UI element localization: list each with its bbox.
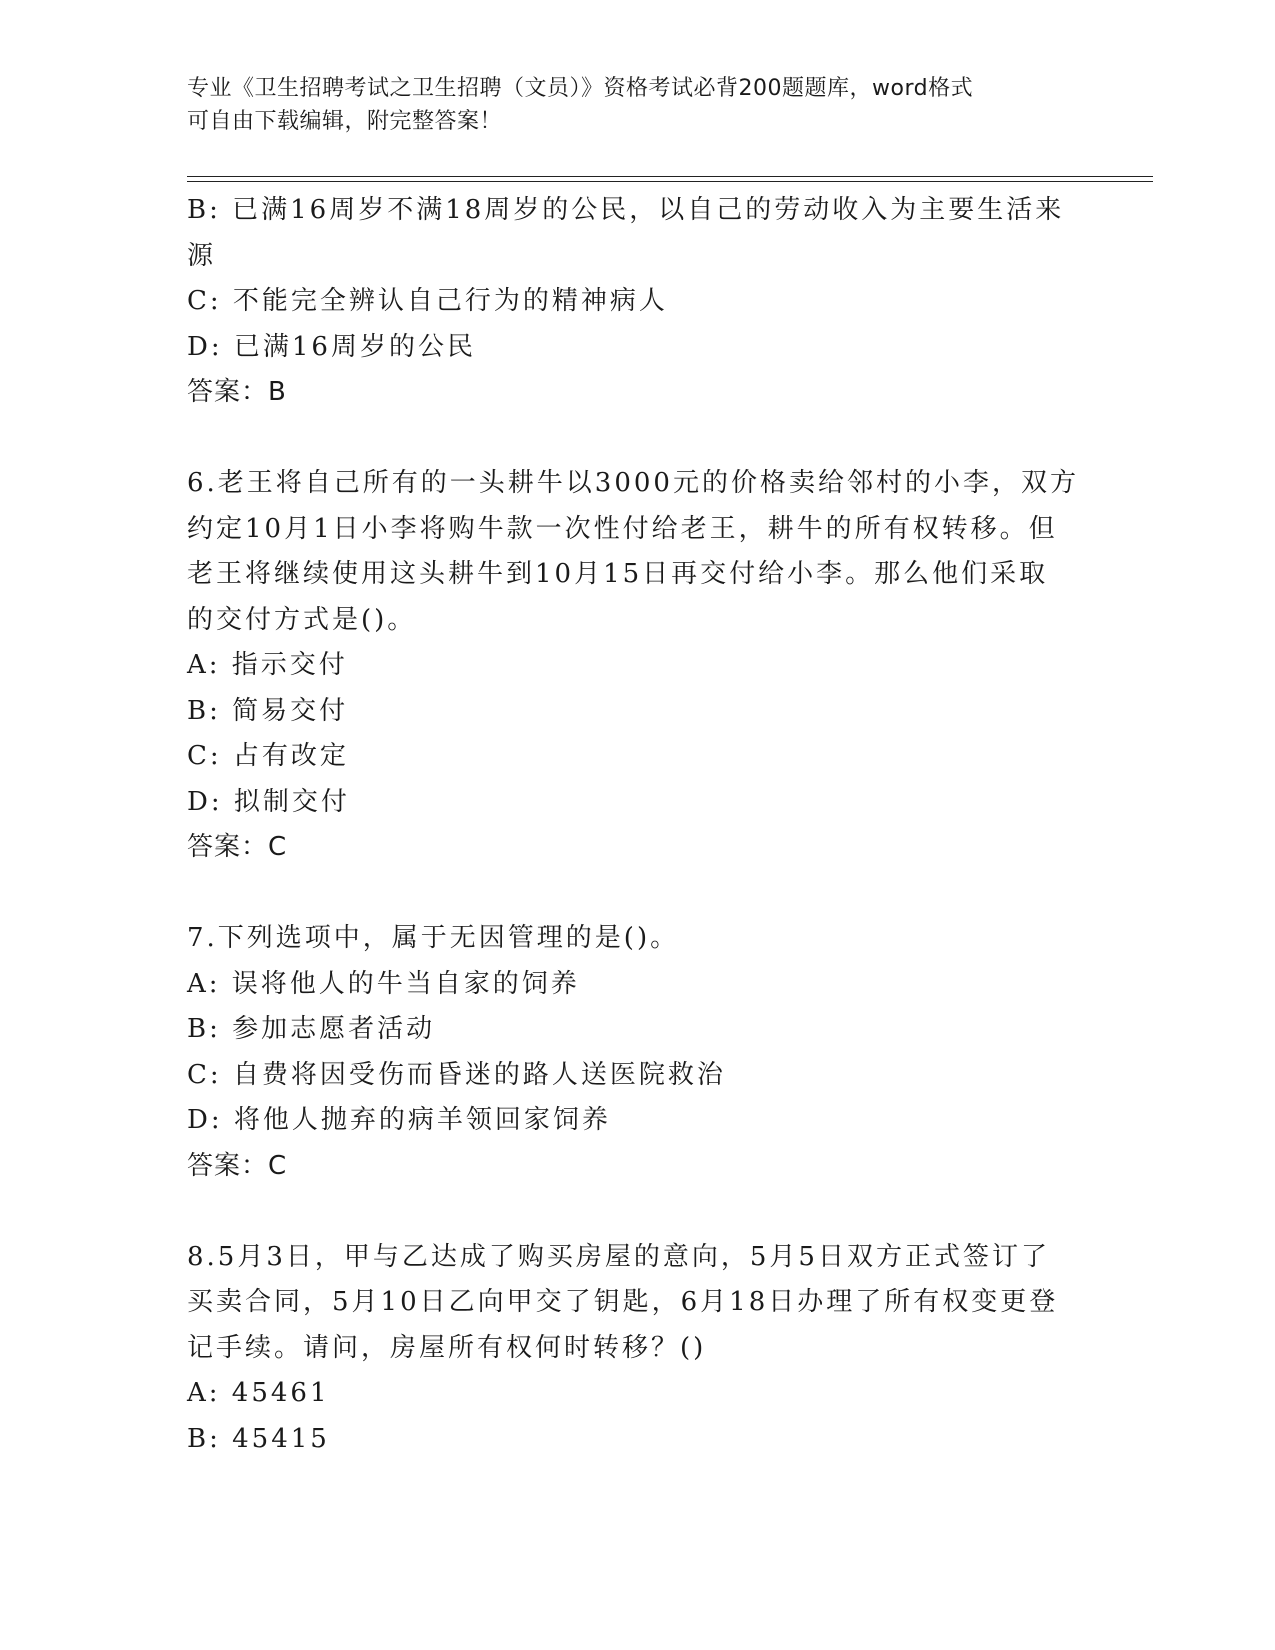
question-text-line-2: 买卖合同，5月10日乙向甲交了钥匙，6月18日办理了所有权变更登 — [187, 1287, 1059, 1317]
question-8 — [187, 1235, 1087, 1463]
question-text-line-1: 8.5月3日，甲与乙达成了购买房屋的意向，5月5日双方正式签订了 — [187, 1241, 1050, 1272]
option-c: C: 自费将因受伤而昏迷的路人送医院救治 — [187, 1059, 726, 1090]
question-text-line-1: 7.下列选项中，属于无因管理的是()。 — [187, 923, 680, 953]
question-6 — [187, 461, 1087, 871]
header-line-1: 专业《卫生招聘考试之卫生招聘（文员）》资格考试必背200题题库，word格式 — [187, 76, 974, 101]
option-a: A: 误将他人的牛当自家的饲养 — [187, 968, 580, 999]
option-b: B: 参加志愿者活动 — [187, 1014, 436, 1044]
question-text-line-3: 记手续。请问，房屋所有权何时转移？() — [187, 1332, 707, 1363]
answer: 答案：C — [187, 1150, 288, 1181]
header-line-2: 可自由下载编辑，附完整答案！ — [187, 109, 503, 134]
question-text-line-4: 的交付方式是()。 — [187, 604, 417, 635]
answer: 答案：C — [187, 832, 288, 862]
question-text-line-3: 老王将继续使用这头耕牛到10月15日再交付给小李。那么他们采取 — [187, 559, 1049, 589]
option-d: D: 拟制交付 — [187, 786, 350, 817]
spacer — [187, 871, 1087, 917]
document-header — [187, 72, 1067, 138]
question-5-continued — [187, 188, 1087, 416]
option-a: A: 指示交付 — [187, 650, 348, 680]
spacer — [187, 416, 1087, 462]
header-rule-top — [187, 176, 1153, 177]
option-a: A: 45461 — [187, 1378, 330, 1408]
option-c: C: 占有改定 — [187, 741, 349, 771]
option-d: D: 将他人抛弃的病羊领回家饲养 — [187, 1105, 611, 1135]
option-b: B: 简易交付 — [187, 695, 349, 726]
question-7 — [187, 916, 1087, 1189]
question-list — [187, 188, 1087, 1462]
option-c: C: 不能完全辨认自己行为的精神病人 — [187, 286, 668, 316]
header-rule-bottom — [187, 181, 1153, 182]
option-b: B: 45415 — [187, 1423, 330, 1454]
spacer — [187, 1189, 1087, 1235]
answer: 答案：B — [187, 377, 287, 407]
option-b-line-1: B: 已满16周岁不满18周岁的公民，以自己的劳动收入为主要生活来 — [187, 195, 1065, 225]
question-text-line-1: 6.老王将自己所有的一头耕牛以3000元的价格卖给邻村的小李，双方 — [187, 468, 1079, 498]
question-text-line-2: 约定10月1日小李将购牛款一次性付给老王，耕牛的所有权转移。但 — [187, 513, 1058, 544]
option-d: D: 已满16周岁的公民 — [187, 331, 476, 362]
option-b-line-2: 源 — [187, 240, 217, 271]
